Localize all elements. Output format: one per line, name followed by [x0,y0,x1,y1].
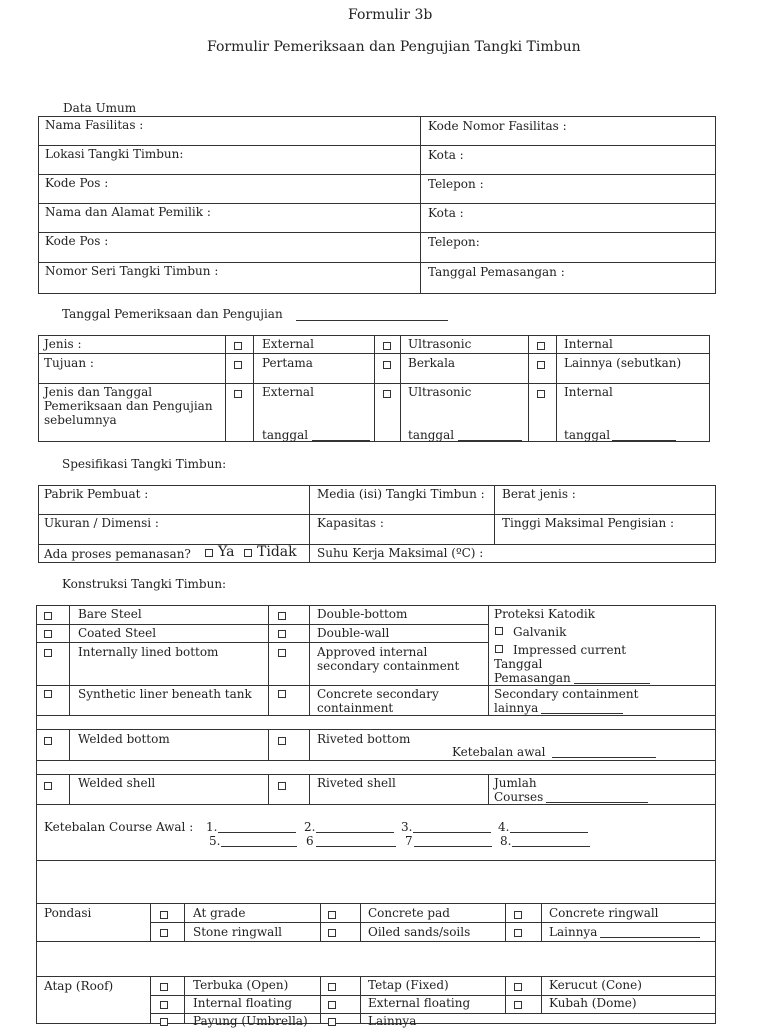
sebelumnya-line2: Pemeriksaan dan Pengujian [44,399,213,413]
checkbox-riveted-bottom[interactable] [278,737,286,745]
checkbox-internally-lined[interactable] [44,649,52,657]
form-title: Formulir Pemeriksaan dan Pengujian Tangki Timbun [207,39,581,55]
tanggal-pemasangan-input[interactable] [574,683,650,684]
tanggal-pemeriksaan-input[interactable] [296,320,448,321]
tanggal-pemeriksaan-label: Tanggal Pemeriksaan dan Pengujian [62,307,283,321]
coated-steel: Coated Steel [78,626,157,640]
course-4-label: 4. [498,820,510,834]
course-6-input[interactable] [316,846,396,847]
field-tanggal-pemasangan[interactable]: Tanggal Pemasangan : [428,265,565,279]
field-nomor-seri[interactable]: Nomor Seri Tangki Timbun : [45,264,219,278]
course-6-label: 6 [306,834,314,848]
course-2-label: 2. [304,820,316,834]
course-4-input[interactable] [510,832,588,833]
courses-label: Courses [494,790,544,804]
course-5-input[interactable] [221,846,297,847]
checkbox-atap-internal-floating[interactable] [160,1001,168,1009]
checkbox-tujuan-pertama[interactable] [234,361,242,369]
prev-internal: Internal [564,385,613,399]
course-2-input[interactable] [316,832,394,833]
konstruksi-label: Konstruksi Tangki Timbun: [62,577,227,591]
course-5-label: 5. [209,834,221,848]
checkbox-concrete-ringwall[interactable] [514,911,522,919]
field-tinggi-maksimal[interactable]: Tinggi Maksimal Pengisian : [502,516,675,530]
ketebalan-awal-label: Ketebalan awal [452,745,546,759]
checkbox-welded-bottom[interactable] [44,737,52,745]
checkbox-galvanik[interactable] [495,627,503,635]
prev-internal-tanggal-input[interactable] [612,440,676,441]
field-kode-pos-1[interactable]: Kode Pos : [45,176,109,190]
tujuan-berkala: Berkala [408,356,456,370]
checkbox-impressed-current[interactable] [495,645,503,653]
tujuan-label: Tujuan : [44,356,94,370]
course-1-input[interactable] [218,832,296,833]
checkbox-concrete-pad[interactable] [328,911,336,919]
checkbox-stone-ringwall[interactable] [160,929,168,937]
checkbox-prev-internal[interactable] [537,390,545,398]
field-nama-fasilitas[interactable]: Nama Fasilitas : [45,118,144,132]
checkbox-jenis-internal[interactable] [537,342,545,350]
pondasi-lainnya-input[interactable] [600,937,700,938]
pondasi-at-grade: At grade [193,906,246,920]
prev-internal-tanggal-label: tanggal [564,428,611,442]
checkbox-concrete-secondary[interactable] [278,690,286,698]
checkbox-riveted-shell[interactable] [278,782,286,790]
field-suhu-kerja[interactable]: Suhu Kerja Maksimal (ºC) : [317,546,484,560]
concrete-containment: containment [317,701,394,715]
secondary-containment-lainnya1: Secondary containment [494,687,639,701]
course-3-input[interactable] [413,832,491,833]
field-kota-1[interactable]: Kota : [428,148,464,162]
welded-shell: Welded shell [78,776,156,790]
jenis-external: External [262,337,314,351]
jumlah-courses-input[interactable] [546,802,648,803]
synthetic-liner: Synthetic liner beneath tank [78,687,252,701]
course-7-label: 7 [405,834,413,848]
checkbox-prev-ultrasonic[interactable] [383,390,391,398]
jenis-label: Jenis : [44,337,82,351]
pondasi-concrete-ringwall: Concrete ringwall [549,906,659,920]
checkbox-jenis-ultrasonic[interactable] [383,342,391,350]
field-kota-2[interactable]: Kota : [428,206,464,220]
course-8-input[interactable] [512,846,590,847]
pondasi-stone-ringwall: Stone ringwall [193,925,282,939]
field-kode-pos-2[interactable]: Kode Pos : [45,234,109,248]
field-media-isi[interactable]: Media (isi) Tangki Timbun : [317,487,485,501]
checkbox-double-bottom[interactable] [278,612,286,620]
galvanik: Galvanik [513,625,567,639]
pemanasan-ya: Ya [218,544,235,560]
checkbox-approved-internal[interactable] [278,649,286,657]
secondary-containment: secondary containment [317,659,460,673]
riveted-bottom: Riveted bottom [317,732,411,746]
tujuan-lainnya: Lainnya (sebutkan) [564,356,682,370]
checkbox-atap-tetap[interactable] [328,983,336,991]
approved-internal: Approved internal [317,645,428,659]
atap-tetap: Tetap (Fixed) [368,978,449,992]
checkbox-atap-payung[interactable] [160,1018,168,1026]
secondary-containment-input[interactable] [541,713,623,714]
prev-external-tanggal-input[interactable] [312,440,370,441]
checkbox-atap-lainnya[interactable] [328,1018,336,1026]
data-umum-label: Data Umum [63,101,137,115]
tanggal-pemasangan-label1: Tanggal [494,657,543,671]
course-7-input[interactable] [414,846,492,847]
field-berat-jenis[interactable]: Berat jenis : [502,487,576,501]
jumlah-label: Jumlah [494,776,537,790]
spesifikasi-label: Spesifikasi Tangki Timbun: [62,457,227,471]
checkbox-coated-steel[interactable] [44,630,52,638]
checkbox-oiled-sands[interactable] [328,929,336,937]
atap-terbuka: Terbuka (Open) [193,978,289,992]
pondasi-label: Pondasi [44,906,92,920]
field-pabrik-pembuat[interactable]: Pabrik Pembuat : [44,487,149,501]
double-bottom: Double-bottom [317,607,408,621]
field-telepon-1[interactable]: Telepon : [428,177,484,191]
internally-lined-bottom: Internally lined bottom [78,645,219,659]
course-8-label: 8. [500,834,512,848]
checkbox-pondasi-lainnya[interactable] [514,929,522,937]
checkbox-pemanasan-ya[interactable] [205,549,213,557]
course-1-label: 1. [206,820,218,834]
atap-payung: Payung (Umbrella) [193,1014,308,1028]
ketebalan-awal-input[interactable] [552,757,656,758]
checkbox-welded-shell[interactable] [44,782,52,790]
prev-external: External [262,385,314,399]
jenis-ultrasonic: Ultrasonic [408,337,472,351]
checkbox-atap-kerucut[interactable] [514,983,522,991]
pondasi-oiled-sands: Oiled sands/soils [368,925,471,939]
field-nama-alamat-pemilik[interactable]: Nama dan Alamat Pemilik : [45,205,211,219]
checkbox-atap-terbuka[interactable] [160,983,168,991]
atap-internal-floating: Internal floating [193,996,293,1010]
checkbox-prev-external[interactable] [234,390,242,398]
field-ukuran-dimensi[interactable]: Ukuran / Dimensi : [44,516,159,530]
impressed-current: Impressed current [513,643,627,657]
pemanasan-label: Ada proses pemanasan? [44,547,191,561]
sebelumnya-line3: sebelumnya [44,413,117,427]
prev-ultrasonic-tanggal-input[interactable] [458,440,522,441]
prev-external-tanggal-label: tanggal [262,428,309,442]
pondasi-lainnya: Lainnya [549,925,598,939]
checkbox-at-grade[interactable] [160,911,168,919]
checkbox-tujuan-lainnya[interactable] [537,361,545,369]
field-kapasitas[interactable]: Kapasitas : [317,516,384,530]
atap-lainnya: Lainnya [368,1014,417,1028]
field-lokasi-tangki[interactable]: Lokasi Tangki Timbun: [45,147,184,161]
checkbox-bare-steel[interactable] [44,612,52,620]
checkbox-tujuan-berkala[interactable] [383,361,391,369]
checkbox-double-wall[interactable] [278,630,286,638]
course-3-label: 3. [401,820,413,834]
atap-kerucut: Kerucut (Cone) [549,978,642,992]
jenis-internal: Internal [564,337,613,351]
field-kode-nomor-fasilitas[interactable]: Kode Nomor Fasilitas : [428,119,567,133]
prev-ultrasonic: Ultrasonic [408,385,472,399]
tujuan-pertama: Pertama [262,356,313,370]
checkbox-atap-external-floating[interactable] [328,1001,336,1009]
sebelumnya-line1: Jenis dan Tanggal [44,385,153,399]
secondary-containment-lainnya2: lainnya [494,701,539,715]
checkbox-synthetic-liner[interactable] [44,690,52,698]
checkbox-atap-kubah[interactable] [514,1001,522,1009]
tanggal-pemasangan-label2: Pemasangan [494,671,571,685]
riveted-shell: Riveted shell [317,776,396,790]
form-number: Formulir 3b [348,7,433,23]
bare-steel: Bare Steel [78,607,142,621]
atap-kubah: Kubah (Dome) [549,996,637,1010]
checkbox-pemanasan-tidak[interactable] [244,549,252,557]
atap-label: Atap (Roof) [44,979,114,993]
pemanasan-tidak: Tidak [257,544,297,560]
checkbox-jenis-external[interactable] [234,342,242,350]
ketebalan-course-label: Ketebalan Course Awal : [44,820,194,834]
prev-ultrasonic-tanggal-label: tanggal [408,428,455,442]
pondasi-concrete-pad: Concrete pad [368,906,450,920]
atap-external-floating: External floating [368,996,471,1010]
proteksi-katodik: Proteksi Katodik [494,607,595,621]
field-telepon-2[interactable]: Telepon: [428,235,480,249]
welded-bottom: Welded bottom [78,732,170,746]
concrete-secondary: Concrete secondary [317,687,439,701]
double-wall: Double-wall [317,626,390,640]
